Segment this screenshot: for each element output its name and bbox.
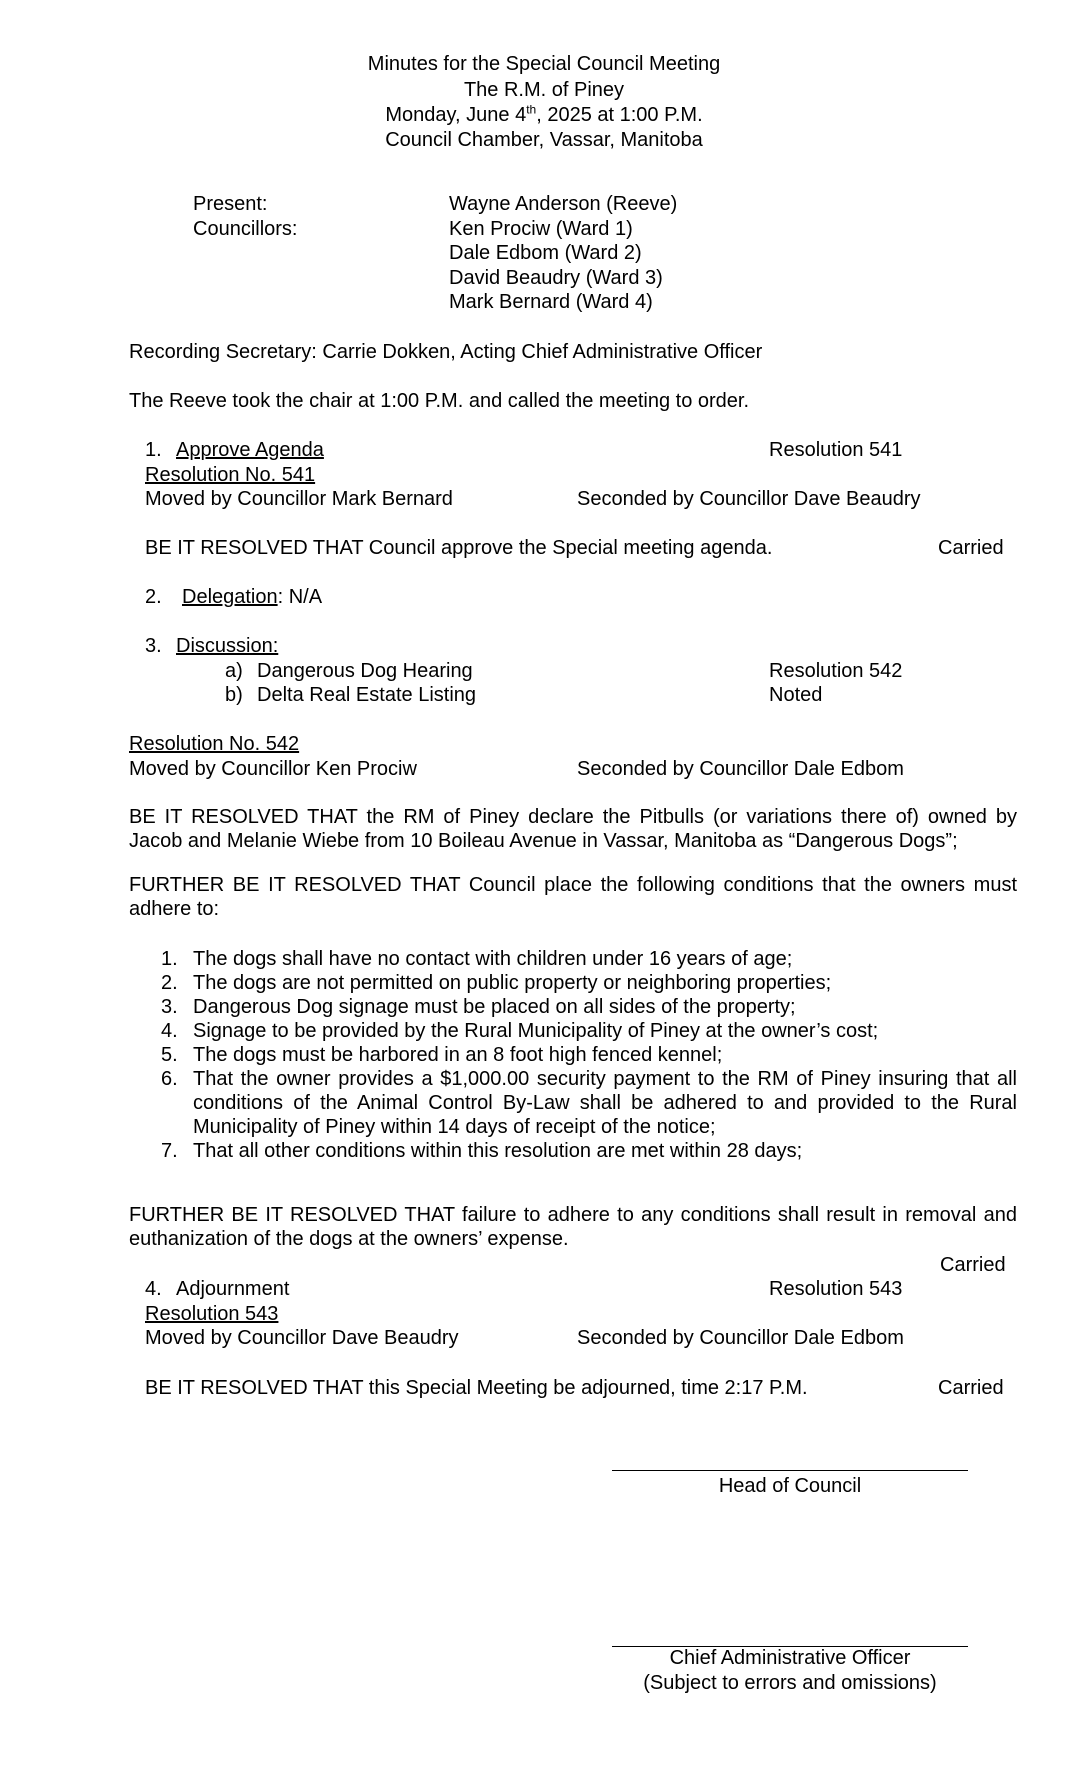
condition-text: The dogs shall have no contact with children under 16 years of age; xyxy=(193,948,793,970)
list-item xyxy=(129,971,1017,995)
condition-text: That all other conditions within this resolution are met within 28 days; xyxy=(193,1140,803,1162)
condition-number: 1. xyxy=(161,948,178,970)
list-item xyxy=(129,1067,1017,1139)
status-carried: Carried xyxy=(940,1254,1006,1276)
councillors-label: Councillors: xyxy=(193,218,298,240)
resolution-text: BE IT RESOLVED THAT Council approve the Special meeting agenda. xyxy=(145,537,773,559)
present-label: Present: xyxy=(193,193,268,215)
list-item xyxy=(129,947,1017,971)
item-number: 1. xyxy=(145,439,162,461)
subitem-reference: Resolution 542 xyxy=(769,660,903,682)
moved-by: Moved by Councillor Mark Bernard xyxy=(145,488,453,510)
location-line: Council Chamber, Vassar, Manitoba xyxy=(385,129,703,151)
attendee-name: Mark Bernard (Ward 4) xyxy=(449,291,653,313)
condition-number: 5. xyxy=(161,1044,178,1066)
item-title: Adjournment xyxy=(176,1278,290,1300)
item-number: 4. xyxy=(145,1278,162,1300)
date-text: Monday, June 4 xyxy=(385,104,527,126)
delegation-line xyxy=(182,585,322,609)
item-number: 2. xyxy=(145,586,162,608)
attendee-name: Wayne Anderson (Reeve) xyxy=(449,193,678,215)
item-title: Approve Agenda xyxy=(176,439,324,461)
condition-text: That the owner provides a $1,000.00 security payment to the RM of Piney insuring that all conditions of the Animal Control By-Law shall be adhered to and provided to the Rural Municipality of Piney within 14 days of receipt of the notice; xyxy=(193,1068,1017,1138)
moved-by: Moved by Councillor Dave Beaudry xyxy=(145,1327,459,1349)
seconded-by: Seconded by Councillor Dale Edbom xyxy=(577,758,904,780)
condition-number: 2. xyxy=(161,972,178,994)
subitem-reference: Noted xyxy=(769,684,823,706)
item-title: Discussion: xyxy=(176,635,279,657)
condition-text: Dangerous Dog signage must be placed on all sides of the property; xyxy=(193,996,796,1018)
further-resolution-text: FURTHER BE IT RESOLVED THAT Council place the following conditions that the owners must adhere to: xyxy=(129,874,1017,920)
further-resolution-text: FURTHER BE IT RESOLVED THAT failure to adhere to any conditions shall result in removal and euthanization of the dogs at the owners’ expense. xyxy=(129,1204,1017,1250)
municipality-line: The R.M. of Piney xyxy=(463,79,625,101)
recording-secretary: Recording Secretary: Carrie Dokken, Acting Chief Administrative Officer xyxy=(129,341,763,363)
signature-line xyxy=(612,1470,968,1471)
call-to-order: The Reeve took the chair at 1:00 P.M. and called the meeting to order. xyxy=(129,390,750,412)
condition-text: The dogs must be harbored in an 8 foot high fenced kennel; xyxy=(193,1044,723,1066)
condition-number: 6. xyxy=(161,1068,178,1090)
cao-label: Chief Administrative Officer xyxy=(669,1647,911,1669)
attendee-name: David Beaudry (Ward 3) xyxy=(449,267,663,289)
subitem-letter: a) xyxy=(225,660,243,682)
subitem-text: Dangerous Dog Hearing xyxy=(257,660,473,682)
disclaimer: (Subject to errors and omissions) xyxy=(643,1672,937,1694)
title-line: Minutes for the Special Council Meeting xyxy=(367,53,721,75)
attendee-name: Dale Edbom (Ward 2) xyxy=(449,242,642,264)
subitem-letter: b) xyxy=(225,684,243,706)
list-item xyxy=(129,1139,1017,1163)
moved-by: Moved by Councillor Ken Prociw xyxy=(129,758,417,780)
list-item xyxy=(129,995,1017,1019)
list-item xyxy=(129,1019,1017,1043)
date-time-text: , 2025 at 1:00 P.M. xyxy=(536,104,703,126)
resolution-reference: Resolution 541 xyxy=(769,439,903,461)
status-carried: Carried xyxy=(938,537,1004,559)
seconded-by: Seconded by Councillor Dale Edbom xyxy=(577,1327,904,1349)
head-of-council-label: Head of Council xyxy=(718,1475,862,1497)
resolution-reference: Resolution 543 xyxy=(769,1278,903,1300)
resolution-number: Resolution No. 542 xyxy=(129,733,300,755)
date-suffix: th xyxy=(526,102,537,117)
condition-number: 4. xyxy=(161,1020,178,1042)
conditions-list xyxy=(129,947,1017,1163)
status-carried: Carried xyxy=(938,1377,1004,1399)
seconded-by: Seconded by Councillor Dave Beaudry xyxy=(577,488,921,510)
item-number: 3. xyxy=(145,635,162,657)
condition-number: 3. xyxy=(161,996,178,1018)
delegation-value: : N/A xyxy=(277,586,323,608)
condition-text: The dogs are not permitted on public property or neighboring properties; xyxy=(193,972,832,994)
resolution-text: BE IT RESOLVED THAT the RM of Piney declare the Pitbulls (or variations there of) owned by Jacob and Melanie Wiebe from 10 Boileau Avenue in Vassar, Manitoba as “Dangerous Dogs”; xyxy=(129,806,1017,852)
condition-text: Signage to be provided by the Rural Municipality of Piney at the owner’s cost; xyxy=(193,1020,879,1042)
resolution-number: Resolution 543 xyxy=(145,1303,279,1325)
item-title: Delegation xyxy=(182,586,278,608)
list-item xyxy=(129,1043,1017,1067)
subitem-text: Delta Real Estate Listing xyxy=(257,684,477,706)
resolution-number: Resolution No. 541 xyxy=(145,464,316,486)
condition-number: 7. xyxy=(161,1140,178,1162)
attendee-name: Ken Prociw (Ward 1) xyxy=(449,218,633,240)
date-line xyxy=(0,103,1088,127)
resolution-text: BE IT RESOLVED THAT this Special Meeting be adjourned, time 2:17 P.M. xyxy=(145,1377,808,1399)
